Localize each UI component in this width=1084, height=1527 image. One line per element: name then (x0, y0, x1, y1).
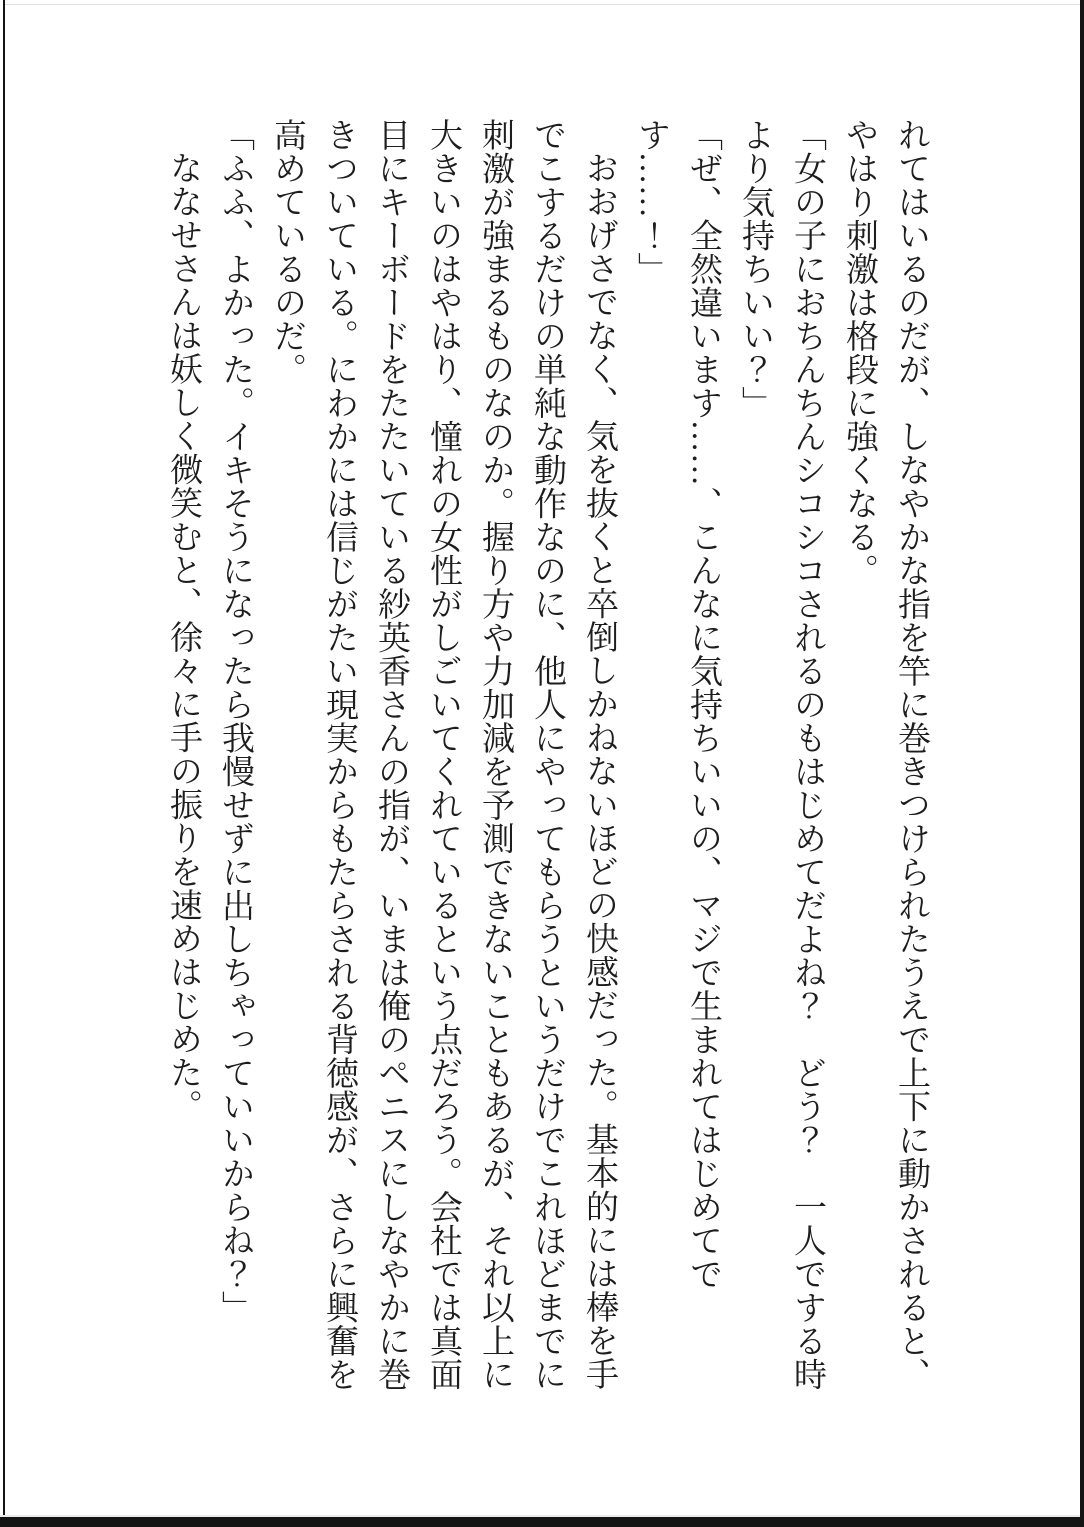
page-left-border (3, 0, 5, 1516)
dialogue-paragraph: 「ぜ、全然違います……、こんなに気持ちいいの、マジで生まれてはじめてです……！」 (633, 118, 721, 1291)
dialogue-paragraph: 「ふふ、よかった。イキそうになったら我慢せずに出しちゃっていいからね？」 (217, 118, 253, 1324)
page-bottom-bar (0, 1517, 1084, 1527)
narration-paragraph: れてはいるのだが、しなやかな指を竿に巻きつけられたうえで上下に動かされると、やはり刺激は格段に強くなる。 (841, 118, 929, 1391)
dialogue-paragraph: 「女の子におちんちんシコシコされるのもはじめてだよね？ どう？ 一人でする時より気持ちいい？」 (737, 118, 825, 1391)
novel-page-text (137, 118, 937, 1418)
page-top-hairline (5, 4, 1080, 5)
page-right-border (1080, 0, 1084, 1527)
narration-paragraph: おおげさでなく、気を抜くと卒倒しかねないほどの快感だった。基本的には棒を手でこするだけの単純な動作なのに、他人にやってもらうというだけでこれほどまでに刺激が強まるものなのか。握り方や力加減を予測できないこともあるが、それ以上に大きいのはやはり、憧れの女性がしごいてくれているという点だろう。会社では真面目にキーボードをたたいている紗英香さんの指が、いまは俺のペニスにしなやかに巻きついている。にわかには信じがたい現実からもたらされる背徳感が、さらに興奮を高めているのだ。 (269, 118, 617, 1391)
narration-paragraph: ななせさんは妖しく微笑むと、徐々に手の振りを速めはじめた。 (165, 151, 201, 1123)
